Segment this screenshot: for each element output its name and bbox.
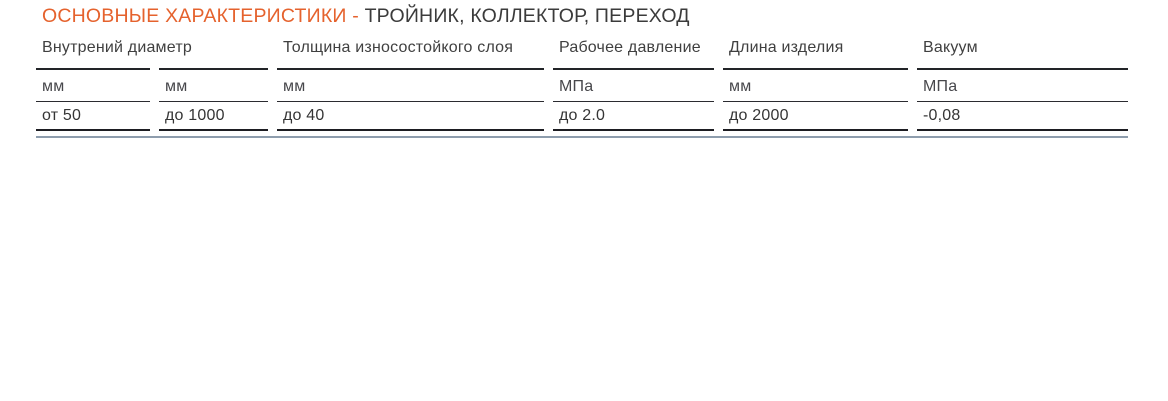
table-values-row <box>36 101 1128 131</box>
header-vacuum: Вакуум <box>923 39 978 56</box>
value-inner-diameter-max: до 1000 <box>159 101 268 131</box>
table-bottom-accent-rule <box>36 136 1128 138</box>
header-working-pressure: Рабочее давление <box>559 39 701 56</box>
unit-inner-diameter-min: мм <box>36 68 150 101</box>
unit-vacuum: МПа <box>917 68 1128 101</box>
table-header-row <box>36 36 1128 68</box>
unit-working-pressure: МПа <box>553 68 714 101</box>
header-inner-diameter: Внутрений диаметр <box>42 39 192 56</box>
header-wear-layer-thickness: Толщина износостойкого слоя <box>283 39 514 56</box>
unit-inner-diameter-max: мм <box>159 68 268 101</box>
page-title-rest: ТРОЙНИК, КОЛЛЕКТОР, ПЕРЕХОД <box>364 5 690 27</box>
header-product-length: Длина изделия <box>729 39 844 56</box>
value-vacuum: -0,08 <box>917 101 1128 131</box>
page-title <box>0 0 1168 28</box>
characteristics-table <box>36 36 1128 131</box>
value-wear-layer-thickness: до 40 <box>277 101 544 131</box>
page-title-accent: ОСНОВНЫЕ ХАРАКТЕРИСТИКИ - <box>42 5 365 27</box>
value-product-length: до 2000 <box>723 101 908 131</box>
value-inner-diameter-min: от 50 <box>36 101 150 131</box>
value-working-pressure: до 2.0 <box>553 101 714 131</box>
unit-product-length: мм <box>723 68 908 101</box>
unit-wear-layer-thickness: мм <box>277 68 544 101</box>
table-units-row <box>36 68 1128 101</box>
